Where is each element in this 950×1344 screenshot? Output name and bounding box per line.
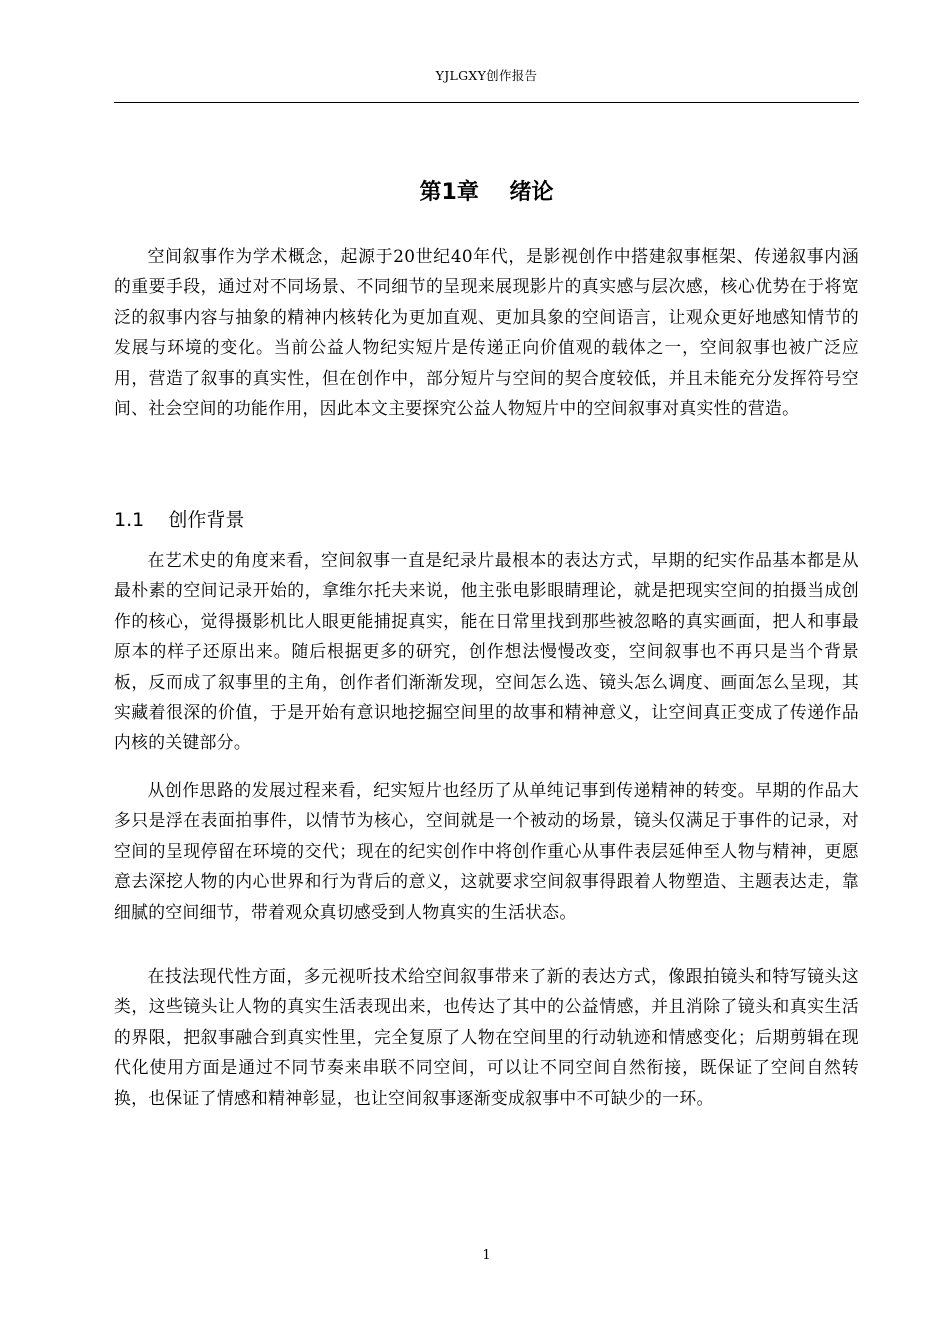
body-paragraph: 在艺术史的角度来看，空间叙事一直是纪录片最根本的表达方式，早期的纪实作品基本都是从最朴素的空间记录开始的，拿维尔托夫来说，他主张电影眼睛理论，就是把现实空间的拍摄当成创作的核心，觉得摄影机比人眼更能捕捉真实，能在日常里找到那些被忽略的真实画面，把人和事最原本的样子还原出来。随后根据更多的研究，创作想法慢慢改变，空间叙事也不再只是当个背景板，反而成了叙事里的主角，创作者们渐渐发现，空间怎么选、镜头怎么调度、画面怎么呈现，其实藏着很深的价值，于是开始有意识地挖掘空间里的故事和精神意义，让空间真正变成了传递作品内核的关键部分。 <box>114 550 859 753</box>
section-title: 1.1 创作背景 <box>114 509 245 531</box>
intro-paragraph: 空间叙事作为学术概念，起源于20世纪40年代，是影视创作中搭建叙事框架、传递叙事内涵的重要手段，通过对不同场景、不同细节的呈现来展现影片的真实感与层次感，核心优势在于将宽泛的叙事内容与抽象的精神内核转化为更加直观、更加具象的空间语言，让观众更好地感知情节的发展与环境的变化。当前公益人物纪实短片是传递正向价值观的载体之一，空间叙事也被广泛应用，营造了叙事的真实性，但在创作中，部分短片与空间的契合度较低，并且未能充分发挥符号空间、社会空间的功能作用，因此本文主要探究公益人物短片中的空间叙事对真实性的营造。 <box>114 246 859 419</box>
page-number: 1 <box>482 1248 491 1263</box>
body-paragraph: 从创作思路的发展过程来看，纪实短片也经历了从单纯记事到传递精神的转变。早期的作品大多只是浮在表面拍事件，以情节为核心，空间就是一个被动的场景，镜头仅满足于事件的记录，对空间的呈现停留在环境的交代；现在的纪实创作中将创作重心从事件表层延伸至人物与精神，更愿意去深挖人物的内心世界和行为背后的意义，这就要求空间叙事得跟着人物塑造、主题表达走，靠细腻的空间细节，带着观众真切感受到人物真实的生活状态。 <box>114 780 859 922</box>
body-paragraph: 在技法现代性方面，多元视听技术给空间叙事带来了新的表达方式，像跟拍镜头和特写镜头这类，这些镜头让人物的真实生活表现出来，也传达了其中的公益情感，并且消除了镜头和真实生活的界限，把叙事融合到真实性里，完全复原了人物在空间里的行动轨迹和情感变化；后期剪辑在现代化使用方面是通过不同节奏来串联不同空间，可以让不同空间自然衔接，既保证了空间自然转换，也保证了情感和精神彰显，也让空间叙事逐渐变成叙事中不可缺少的一环。 <box>114 966 859 1108</box>
running-header: YJLGXY创作报告 <box>435 68 538 83</box>
chapter-title: 第1章 绪论 <box>419 180 554 205</box>
header-rule <box>114 102 859 103</box>
